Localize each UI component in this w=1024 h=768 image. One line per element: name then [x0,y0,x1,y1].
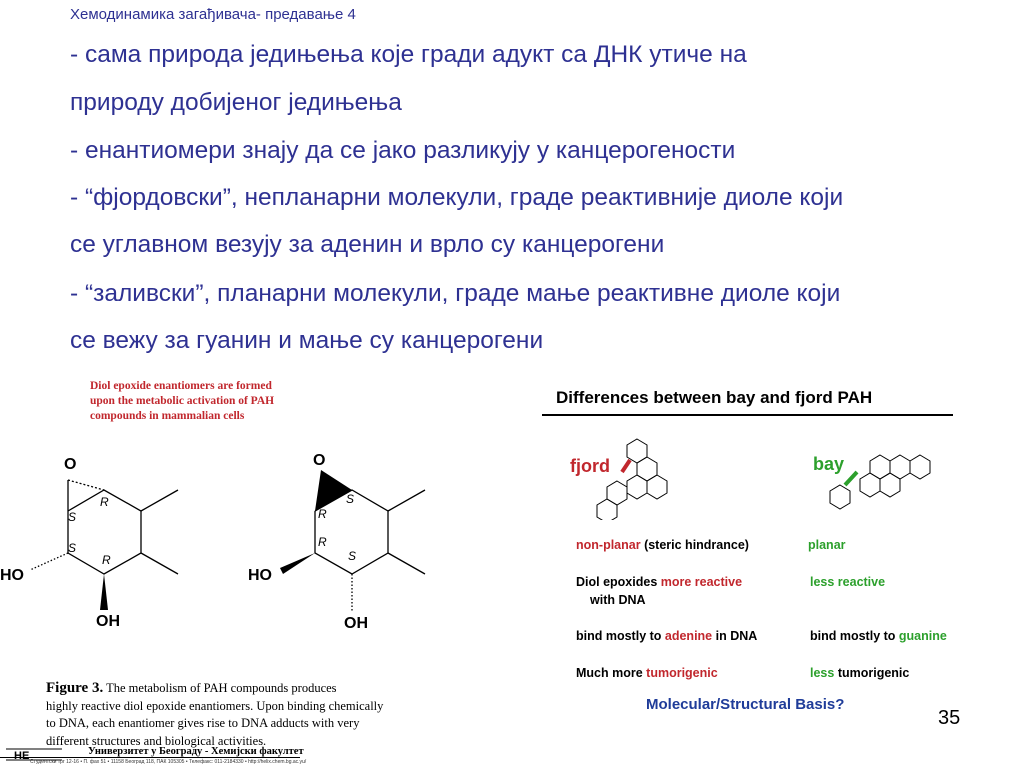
row4-right [810,666,909,680]
m1-label-r1: R [100,495,109,509]
figure-line-4: different structures and biological activities. [46,733,267,748]
guanine-text: guanine [898,629,947,643]
m1-label-s1: S [68,510,77,524]
enantiomer-caption [90,379,274,424]
panel-title: Differences between bay and fjord PAH [556,388,873,407]
row4-left [576,666,718,680]
m1-epoxide-o: O [64,456,77,473]
row3-right [810,629,947,643]
row3-left [576,629,757,643]
tumorigenic-red-text: tumorigenic [646,666,718,680]
m2-label-r1: R [318,507,327,521]
m2-label-s2: S [348,549,357,563]
bind-mostly-text: bind mostly to [576,629,665,643]
non-planar-text: non-planar [576,538,641,552]
bind-mostly-right-text: bind mostly to [810,629,899,643]
diol-epoxides-text: Diol epoxides [576,575,661,589]
pah-structures [560,430,960,520]
panel-title-rule [542,414,953,416]
m2-label-s1: S [346,492,355,506]
lecture-header: Хемодинамика загађивача- предавање 4 [70,6,356,23]
m1-label-r2: R [102,553,111,567]
row1-left [576,538,749,552]
university-name: Универзитет у Београду - Хемијски факултет [88,746,304,757]
bay-pah-icon [830,455,930,509]
more-reactive-text: more reactive [660,575,743,589]
bullet-line-4: - “фјордовски”, непланарни молекули, граде реактивније диоле који [70,184,844,211]
figure-caption [46,680,383,750]
with-dna-text: with DNA [590,593,646,607]
bullet-line-1: - сама природа једињења које гради адукт са ДНК утиче на [70,41,747,68]
bullet-line-6: - “заливски”, планарни молекули, граде мање реактивне диоле који [70,280,841,307]
m2-label-r2: R [318,535,327,549]
row2-right: less reactive [810,575,886,589]
tumorigenic-text: tumorigenic [834,666,910,680]
diol-epoxide-structures [0,440,460,640]
m1-ho: HO [0,567,24,584]
adenine-text: adenine [664,629,713,643]
row2-left [576,575,742,589]
logo-text: HE [14,750,30,762]
figure-line-1: The metabolism of PAH compounds produces [106,681,337,695]
bullet-line-7: се вежу за гуанин и мање су канцерогени [70,327,544,354]
caption-line-1: Diol epoxide enantiomers are formed [90,380,272,392]
m2-epoxide-o: O [313,452,326,469]
figure-line-3: to DNA, each enantiomer gives rise to DNA adducts with very [46,716,360,730]
steric-text: (steric hindrance) [640,538,749,552]
bullet-line-2: природу добијеног једињења [70,89,402,116]
structural-basis-question: Molecular/Structural Basis? [646,696,845,713]
fjord-pah-icon [597,439,667,520]
caption-line-2: upon the metabolic activation of PAH [90,395,275,407]
much-more-text: Much more [576,666,647,680]
less-text: less [810,666,835,680]
m2-oh: OH [344,615,368,632]
faculty-address: Студентски трг 12-16 • П. фах 51 • 11158 Београд 118, ПАК 105305 • Телефакс: 011-2184330 • http://helix.chem.bg.ac.yu/ [30,759,307,765]
footer-rule [0,757,300,758]
m1-oh: OH [96,613,120,630]
bullet-line-5: се углавном везују за аденин и врло су канцерогени [70,231,665,258]
caption-line-3: compounds in mammalian cells [90,410,245,422]
in-dna-text: in DNA [712,629,758,643]
bay-label: bay [813,454,845,474]
m2-ho: HO [248,567,272,584]
figure-line-2: highly reactive diol epoxide enantiomers. Upon binding chemically [46,698,384,713]
row1-right: planar [808,538,846,552]
m1-label-s2: S [68,541,77,555]
page-number: 35 [938,707,961,729]
bullet-line-3: - енантиомери знају да се јако разликују у канцерогености [70,137,736,164]
fjord-label: fjord [570,456,610,476]
figure-label: Figure 3. [46,680,104,696]
